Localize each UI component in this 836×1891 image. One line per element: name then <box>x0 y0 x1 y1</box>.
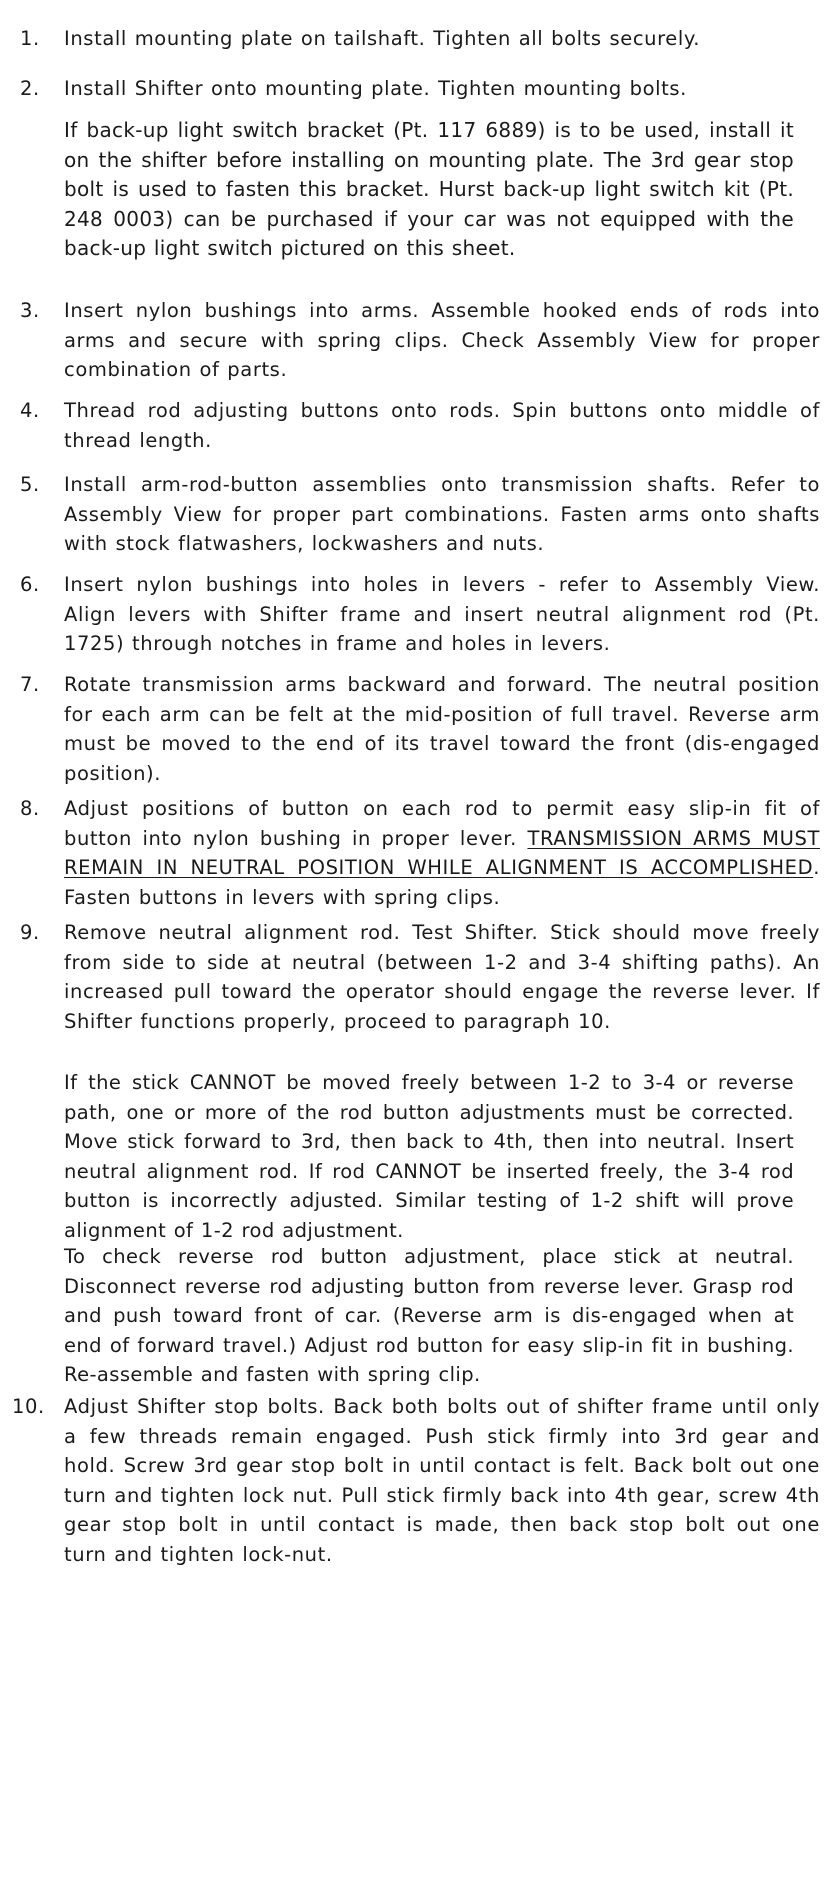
step-8 <box>20 794 820 912</box>
warning-underlined-text: TRANSMISSION ARMS MUST REMAIN IN NEUTRAL POSITION WHILE ALIGNMENT IS ACCOMPLISHED <box>64 826 820 879</box>
step-4 <box>20 396 820 455</box>
step-number: 1. <box>20 27 40 50</box>
step-text: Insert nylon bushings into holes in levers - refer to Assembly View. Align levers with Shifter frame and insert neutral alignment rod (Pt. 1725) through notches in frame and holes in levers. <box>64 573 820 655</box>
step-text: Install arm-rod-button assemblies onto transmission shafts. Refer to Assembly View for proper part combinations. Fasten arms onto shafts with stock flatwashers, lockwashers and nuts. <box>64 473 820 555</box>
step-text: Install mounting plate on tailshaft. Tighten all bolts securely. <box>64 27 701 50</box>
step-text: Install Shifter onto mounting plate. Tighten mounting bolts. <box>64 77 687 100</box>
step-9 <box>20 918 820 1036</box>
step-2 <box>20 74 820 104</box>
step-8-text-after: . Fasten buttons in levers with spring clips. <box>64 856 820 909</box>
step-number: 7. <box>20 673 40 696</box>
step-3 <box>20 296 820 385</box>
step-5 <box>20 470 820 559</box>
step-number: 10. <box>12 1395 45 1418</box>
step-6 <box>20 570 820 659</box>
note-reverse-check: To check reverse rod button adjustment, place stick at neutral. Disconnect reverse rod adjusting button from reverse lever. Grasp rod and push toward front of car. (Reverse arm is dis-engaged when at end of forward travel.) Adjust rod button for easy slip-in fit in bushing. Re-assemble and fasten with spring clip. <box>64 1245 794 1386</box>
step-number: 3. <box>20 299 40 322</box>
step-8-text-before: Adjust positions of button on each rod to permit easy slip-in fit of button into nylon bushing in proper lever. <box>64 797 820 850</box>
step-1 <box>20 24 820 54</box>
step-number: 8. <box>20 797 40 820</box>
step-text: Remove neutral alignment rod. Test Shifter. Stick should move freely from side to side at neutral (between 1-2 and 3-4 shifting paths). An increased pull toward the operator should engage the reverse lever. If Shifter functions properly, proceed to paragraph 10. <box>64 921 820 1033</box>
note-backup-light-switch: If back-up light switch bracket (Pt. 117 6889) is to be used, install it on the shifter before installing on mounting plate. The 3rd gear stop bolt is used to fasten this bracket. Hurst back-up light switch kit (Pt. 248 0003) can be purchased if your car was not equipped with the back-up light switch pictured on this sheet. <box>64 118 794 260</box>
step-text: Thread rod adjusting buttons onto rods. Spin buttons onto middle of thread length. <box>64 399 820 452</box>
step-7 <box>20 670 820 788</box>
step-number: 5. <box>20 473 40 496</box>
note-cannot-move: If the stick CANNOT be moved freely between 1-2 to 3-4 or reverse path, one or more of the rod button adjustments must be corrected. Move stick forward to 3rd, then back to 4th, then into neutral. Insert neutral alignment rod. If rod CANNOT be inserted freely, the 3-4 rod button is incorrectly adjusted. Similar testing of 1-2 shift will prove alignment of 1-2 rod adjustment. <box>64 1071 794 1242</box>
step-text <box>64 794 820 912</box>
step-10 <box>12 1392 820 1569</box>
step-text: Adjust Shifter stop bolts. Back both bolts out of shifter frame until only a few threads remain engaged. Push stick firmly into 3rd gear and hold. Screw 3rd gear stop bolt in until contact is felt. Back bolt out one turn and tighten lock nut. Pull stick firmly back into 4th gear, screw 4th gear stop bolt in until contact is made, then back stop bolt out one turn and tighten lock-nut. <box>64 1395 820 1566</box>
step-number: 4. <box>20 399 40 422</box>
step-number: 6. <box>20 573 40 596</box>
step-number: 9. <box>20 921 40 944</box>
step-number: 2. <box>20 77 40 100</box>
step-text: Insert nylon bushings into arms. Assemble hooked ends of rods into arms and secure with spring clips. Check Assembly View for proper combination of parts. <box>64 299 820 381</box>
step-text: Rotate transmission arms backward and forward. The neutral position for each arm can be felt at the mid-position of full travel. Reverse arm must be moved to the end of its travel toward the front (dis-engaged position). <box>64 673 820 785</box>
